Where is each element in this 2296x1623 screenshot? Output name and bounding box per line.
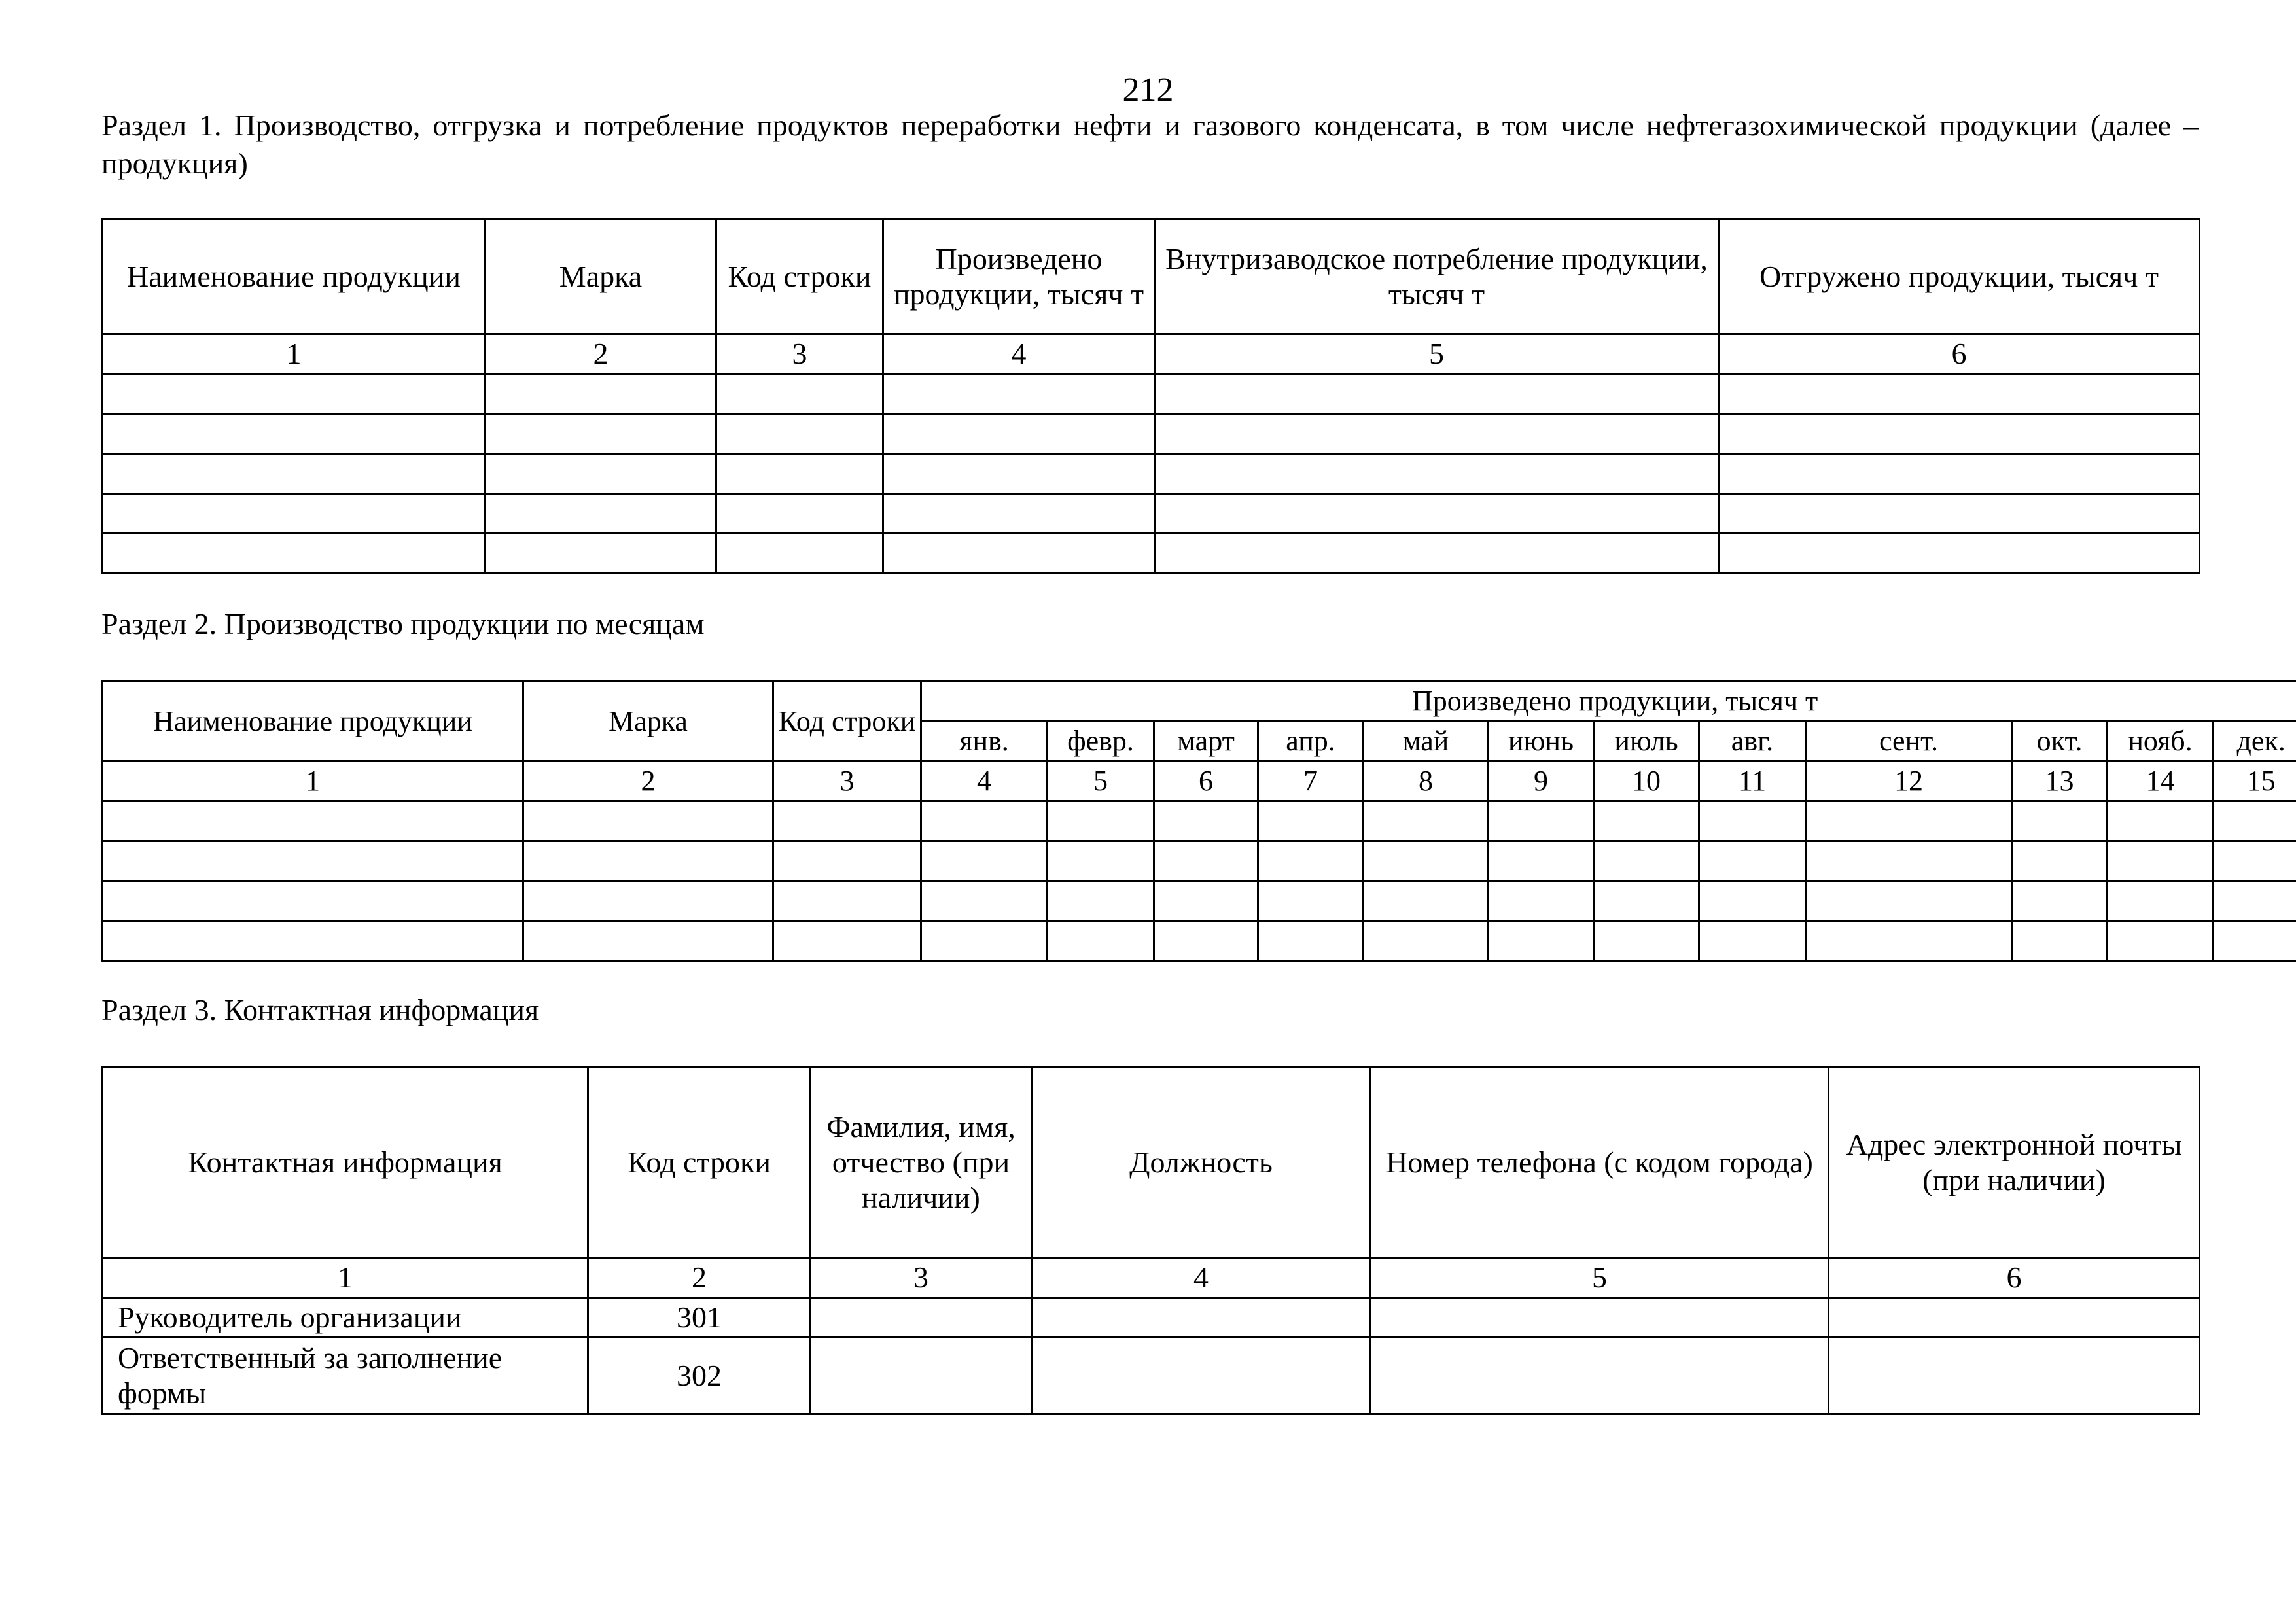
column-number: 4: [1032, 1258, 1371, 1298]
table-header-row: [103, 682, 2296, 722]
table-cell[interactable]: [1806, 801, 2012, 841]
table-cell[interactable]: [1699, 801, 1806, 841]
table-cell[interactable]: [103, 414, 486, 454]
header-brand: Марка: [523, 682, 773, 761]
table-cell[interactable]: [716, 534, 883, 574]
column-number-row: [103, 1258, 2200, 1298]
column-number: 3: [716, 334, 883, 374]
section-3-table: [101, 1066, 2200, 1415]
header-month: окт.: [2012, 722, 2108, 761]
section-1-table: [101, 218, 2200, 574]
table-cell[interactable]: [1489, 801, 1594, 841]
table-cell[interactable]: [1489, 921, 1594, 961]
header-phone: Номер телефона (с кодом города): [1371, 1068, 1829, 1258]
table-cell[interactable]: [2214, 801, 2296, 841]
header-email: Адрес электронной почты (при наличии): [1829, 1068, 2200, 1258]
table-cell[interactable]: [103, 454, 486, 494]
table-cell[interactable]: [716, 494, 883, 534]
table-cell[interactable]: [1594, 841, 1699, 881]
section-3-title: Раздел 3. Контактная информация: [101, 993, 539, 1026]
column-number: 6: [1719, 334, 2200, 374]
table-cell[interactable]: [2108, 921, 2214, 961]
table-cell[interactable]: [1489, 881, 1594, 921]
table-cell[interactable]: [773, 921, 921, 961]
header-produced-group: Произведено продукции, тысяч т: [921, 682, 2296, 722]
table-row: [103, 494, 2200, 534]
table-cell[interactable]: [2012, 841, 2108, 881]
column-number-row: [103, 334, 2200, 374]
row-label: Руководитель организации: [103, 1298, 588, 1338]
header-line-code: Код строки: [773, 682, 921, 761]
table-cell[interactable]: [2012, 801, 2108, 841]
table-cell[interactable]: [103, 921, 523, 961]
column-number: 5: [1155, 334, 1719, 374]
table-cell[interactable]: [1154, 881, 1258, 921]
table-cell[interactable]: [103, 374, 486, 414]
table-cell[interactable]: [883, 374, 1155, 414]
table-cell[interactable]: [1594, 881, 1699, 921]
header-produced: Произведено продукции, тысяч т: [883, 220, 1155, 334]
page-number: 212: [1122, 71, 1174, 109]
table-cell[interactable]: [1699, 921, 1806, 961]
row-code: 302: [588, 1338, 811, 1414]
column-number: 12: [1806, 761, 2012, 801]
table-cell[interactable]: [773, 841, 921, 881]
table-cell[interactable]: [1719, 534, 2200, 574]
table-cell[interactable]: [2108, 881, 2214, 921]
table-cell[interactable]: [2108, 841, 2214, 881]
column-number: 13: [2012, 761, 2108, 801]
header-internal-consumption: Внутризаводское потребление продукции, тысяч т: [1155, 220, 1719, 334]
header-month: нояб.: [2108, 722, 2214, 761]
header-month: май: [1364, 722, 1489, 761]
table-row-responsible-person: [103, 1338, 2200, 1414]
table-cell[interactable]: [1719, 454, 2200, 494]
column-number: 2: [523, 761, 773, 801]
table-cell[interactable]: [1154, 921, 1258, 961]
table-cell[interactable]: [1258, 841, 1364, 881]
column-number: 4: [921, 761, 1048, 801]
column-number: 3: [811, 1258, 1032, 1298]
table-cell[interactable]: [1364, 841, 1489, 881]
table-cell[interactable]: [883, 494, 1155, 534]
table-row: [103, 374, 2200, 414]
header-month: сент.: [1806, 722, 2012, 761]
table-cell[interactable]: [1154, 801, 1258, 841]
column-number-row: [103, 761, 2296, 801]
header-contact-info: Контактная информация: [103, 1068, 588, 1258]
table-cell[interactable]: [1364, 921, 1489, 961]
table-cell[interactable]: [103, 841, 523, 881]
table-cell[interactable]: [486, 374, 716, 414]
header-line-code: Код строки: [588, 1068, 811, 1258]
column-number: 7: [1258, 761, 1364, 801]
row-code: 301: [588, 1298, 811, 1338]
table-row: [103, 841, 2296, 881]
table-cell[interactable]: [2012, 881, 2108, 921]
header-month: дек.: [2214, 722, 2296, 761]
table-cell[interactable]: [1364, 881, 1489, 921]
column-number: 4: [883, 334, 1155, 374]
table-cell[interactable]: [1806, 921, 2012, 961]
table-cell[interactable]: [103, 534, 486, 574]
column-number: 9: [1489, 761, 1594, 801]
header-product-name: Наименование продукции: [103, 682, 523, 761]
column-number: 1: [103, 761, 523, 801]
table-cell[interactable]: [2214, 921, 2296, 961]
table-cell[interactable]: [1048, 841, 1154, 881]
table-cell[interactable]: [1829, 1338, 2200, 1414]
table-cell[interactable]: [523, 881, 773, 921]
table-cell[interactable]: [486, 494, 716, 534]
header-month: апр.: [1258, 722, 1364, 761]
table-cell[interactable]: [1155, 534, 1719, 574]
table-cell[interactable]: [2108, 801, 2214, 841]
column-number: 1: [103, 1258, 588, 1298]
table-cell[interactable]: [103, 801, 523, 841]
header-product-name: Наименование продукции: [103, 220, 486, 334]
table-cell[interactable]: [1258, 801, 1364, 841]
table-cell[interactable]: [103, 881, 523, 921]
table-cell[interactable]: [921, 921, 1048, 961]
table-cell[interactable]: [1699, 881, 1806, 921]
header-month: янв.: [921, 722, 1048, 761]
header-month: июнь: [1489, 722, 1594, 761]
column-number: 8: [1364, 761, 1489, 801]
header-brand: Марка: [486, 220, 716, 334]
table-cell[interactable]: [1489, 841, 1594, 881]
table-cell[interactable]: [1048, 801, 1154, 841]
row-label: Ответственный за заполнение формы: [103, 1338, 588, 1414]
table-cell[interactable]: [716, 454, 883, 494]
table-cell[interactable]: [883, 414, 1155, 454]
table-cell[interactable]: [523, 801, 773, 841]
table-cell[interactable]: [1719, 494, 2200, 534]
table-cell[interactable]: [523, 921, 773, 961]
table-cell[interactable]: [1829, 1298, 2200, 1338]
table-header-row: [103, 220, 2200, 334]
header-line-code: Код строки: [716, 220, 883, 334]
column-number: 6: [1154, 761, 1258, 801]
table-cell[interactable]: [1364, 801, 1489, 841]
header-position: Должность: [1032, 1068, 1371, 1258]
column-number: 14: [2108, 761, 2214, 801]
table-cell[interactable]: [1594, 921, 1699, 961]
column-number: 6: [1829, 1258, 2200, 1298]
table-cell[interactable]: [773, 801, 921, 841]
table-cell[interactable]: [921, 881, 1048, 921]
table-cell[interactable]: [921, 841, 1048, 881]
column-number: 2: [588, 1258, 811, 1298]
table-row: [103, 414, 2200, 454]
table-cell[interactable]: [1594, 801, 1699, 841]
table-row-head-of-organization: [103, 1298, 2200, 1338]
header-full-name: Фамилия, имя, отчество (при наличии): [811, 1068, 1032, 1258]
table-cell[interactable]: [716, 374, 883, 414]
table-cell[interactable]: [921, 801, 1048, 841]
table-cell[interactable]: [486, 534, 716, 574]
table-cell[interactable]: [486, 414, 716, 454]
table-cell[interactable]: [523, 841, 773, 881]
table-cell[interactable]: [1155, 494, 1719, 534]
table-cell[interactable]: [103, 494, 486, 534]
section-2-title: Раздел 2. Производство продукции по месяцам: [101, 607, 705, 640]
column-number: 5: [1048, 761, 1154, 801]
table-cell[interactable]: [716, 414, 883, 454]
header-month: авг.: [1699, 722, 1806, 761]
table-cell[interactable]: [1806, 841, 2012, 881]
table-row: [103, 454, 2200, 494]
table-cell[interactable]: [2214, 881, 2296, 921]
table-cell[interactable]: [773, 881, 921, 921]
column-number: 5: [1371, 1258, 1829, 1298]
table-cell[interactable]: [1371, 1298, 1829, 1338]
table-cell[interactable]: [1699, 841, 1806, 881]
header-month: март: [1154, 722, 1258, 761]
column-number: 2: [486, 334, 716, 374]
table-cell[interactable]: [1719, 414, 2200, 454]
table-cell[interactable]: [2214, 841, 2296, 881]
table-cell[interactable]: [811, 1338, 1032, 1414]
table-cell[interactable]: [883, 454, 1155, 494]
column-number: 3: [773, 761, 921, 801]
table-cell[interactable]: [1719, 374, 2200, 414]
table-row: [103, 921, 2296, 961]
section-2-table: [101, 680, 2296, 962]
table-cell[interactable]: [1806, 881, 2012, 921]
table-cell[interactable]: [883, 534, 1155, 574]
column-number: 1: [103, 334, 486, 374]
table-cell[interactable]: [1258, 921, 1364, 961]
table-row: [103, 534, 2200, 574]
table-cell[interactable]: [1155, 414, 1719, 454]
header-month: июль: [1594, 722, 1699, 761]
table-cell[interactable]: [2012, 921, 2108, 961]
table-cell[interactable]: [1048, 921, 1154, 961]
table-cell[interactable]: [1032, 1338, 1371, 1414]
section-1-title: Раздел 1. Производство, отгрузка и потребление продуктов переработки нефти и газового конденсата, в том числе нефтегазохимической продукции (далее – продукция): [101, 109, 2199, 180]
table-cell[interactable]: [1371, 1338, 1829, 1414]
table-header-row: [103, 1068, 2200, 1258]
table-cell[interactable]: [1048, 881, 1154, 921]
table-cell[interactable]: [1155, 374, 1719, 414]
header-shipped: Отгружено продукции, тысяч т: [1719, 220, 2200, 334]
table-cell[interactable]: [811, 1298, 1032, 1338]
header-month: февр.: [1048, 722, 1154, 761]
table-cell[interactable]: [1155, 454, 1719, 494]
column-number: 10: [1594, 761, 1699, 801]
column-number: 11: [1699, 761, 1806, 801]
table-row: [103, 881, 2296, 921]
column-number: 15: [2214, 761, 2296, 801]
table-cell[interactable]: [486, 454, 716, 494]
table-cell[interactable]: [1258, 881, 1364, 921]
table-cell[interactable]: [1032, 1298, 1371, 1338]
table-cell[interactable]: [1154, 841, 1258, 881]
table-row: [103, 801, 2296, 841]
